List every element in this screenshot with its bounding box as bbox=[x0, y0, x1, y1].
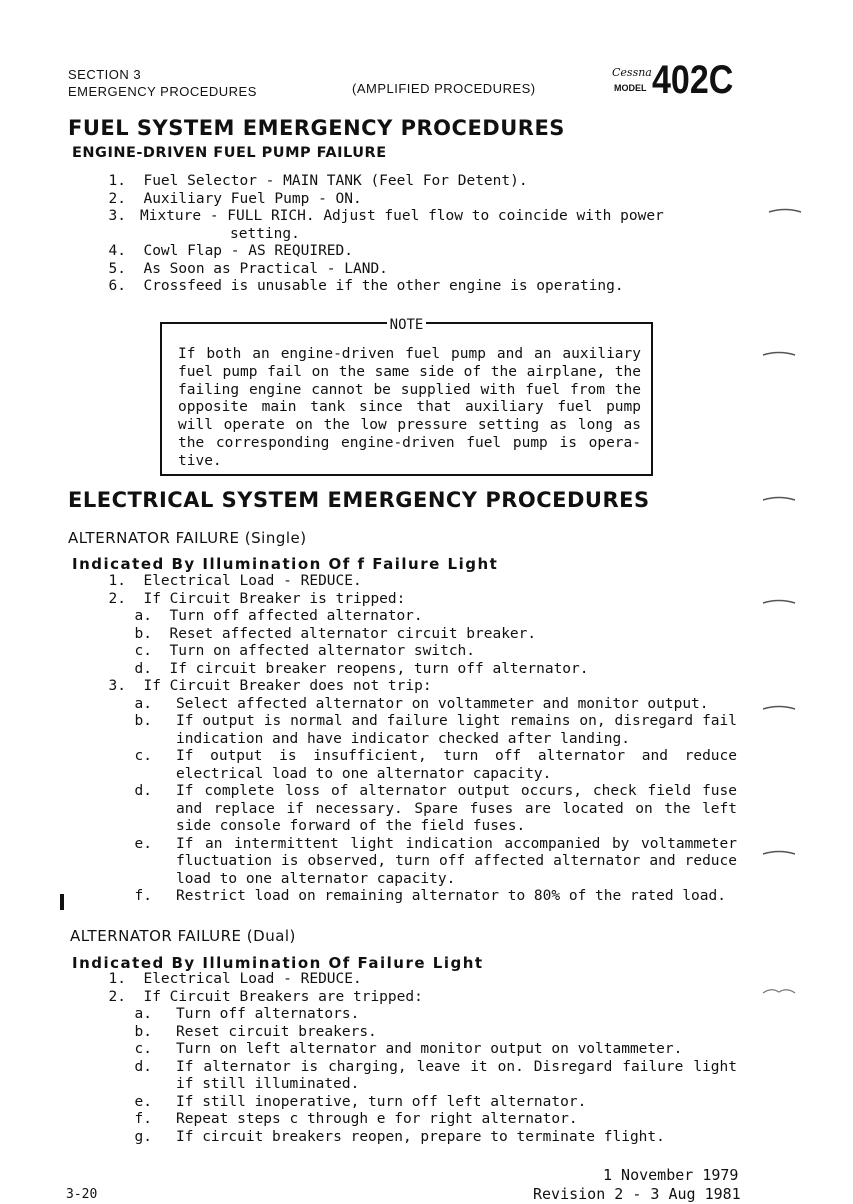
sub-item: c. Turn on left alternator and monitor output on voltammeter. bbox=[134, 1041, 683, 1057]
section-label: SECTION 3 bbox=[68, 67, 142, 82]
sub-item: e. If an intermittent light indication accompanied by voltammeter fluctuation is observed, turn off affected alternator and reduce load to one alternator capacity. bbox=[134, 835, 737, 887]
note-box bbox=[160, 317, 653, 476]
margin-mark-icon bbox=[762, 987, 796, 995]
list-item: 3. Mixture - FULL RICH. Adjust fuel flow to coincide with power bbox=[108, 208, 664, 224]
single-heading: ALTERNATOR FAILURE (Single) bbox=[68, 529, 307, 547]
fuel-section-title: FUEL SYSTEM EMERGENCY PROCEDURES bbox=[68, 116, 565, 140]
sub-item: c. If output is insufficient, turn off alternator and reduce electrical load to one alternator capacity. bbox=[134, 748, 737, 782]
amplified-label: (AMPLIFIED PROCEDURES) bbox=[352, 81, 536, 96]
list-item: 3. If Circuit Breaker does not trip: bbox=[108, 678, 432, 694]
single-steps bbox=[96, 573, 741, 906]
margin-mark-icon bbox=[762, 495, 796, 503]
model-word: MODEL bbox=[614, 83, 647, 93]
sub-item: g. If circuit breakers reopen, prepare to terminate flight. bbox=[134, 1128, 665, 1145]
list-item-continuation: setting. bbox=[230, 225, 300, 242]
note-label: NOTE bbox=[387, 317, 427, 333]
section-title: EMERGENCY PROCEDURES bbox=[68, 84, 257, 99]
dual-steps bbox=[96, 971, 741, 1146]
fuel-subtitle: ENGINE-DRIVEN FUEL PUMP FAILURE bbox=[72, 145, 387, 161]
sub-item: a. Turn off alternators. bbox=[134, 1006, 360, 1022]
page-number: 3-20 bbox=[66, 1187, 98, 1202]
note-text: If both an engine-driven fuel pump and an auxiliary fuel pump fail on the same side of the airplane, the failing engine cannot be supplied with fuel from the opposite main tank since that auxiliary fuel pump will operate on the low pressure setting as long as the corresponding engine-driven fuel pump is opera-tive. bbox=[178, 346, 641, 469]
list-item: 1. Fuel Selector - MAIN TANK (Feel For Detent). bbox=[108, 173, 528, 189]
sub-item: b. Reset circuit breakers. bbox=[134, 1023, 377, 1040]
sub-item: f. Repeat steps c through e for right alternator. bbox=[134, 1111, 578, 1127]
single-indicated: Indicated By Illumination Of f Failure Light bbox=[72, 555, 499, 573]
dual-indicated: Indicated By Illumination Of Failure Light bbox=[72, 954, 484, 972]
sub-item: a. Select affected alternator on voltammeter and monitor output. bbox=[134, 695, 709, 712]
model-number: 402C bbox=[652, 58, 734, 102]
sub-item: d. If circuit breaker reopens, turn off alternator. bbox=[134, 660, 589, 677]
footer-revision: Revision 2 - 3 Aug 1981 bbox=[533, 1185, 741, 1203]
sub-item: e. If still inoperative, turn off left alternator. bbox=[134, 1093, 587, 1110]
sub-item: b. If output is normal and failure light remains on, disregard fail indication and have indicator checked after landing. bbox=[134, 713, 737, 747]
electrical-section-title: ELECTRICAL SYSTEM EMERGENCY PROCEDURES bbox=[68, 488, 650, 512]
sub-item: f. Restrict load on remaining alternator to 80% of the rated load. bbox=[134, 888, 726, 904]
fuel-steps bbox=[96, 173, 746, 296]
list-item: 4. Cowl Flap - AS REQUIRED. bbox=[108, 243, 353, 259]
revision-bar bbox=[60, 894, 64, 910]
brand-logo: Cessna bbox=[612, 66, 652, 79]
list-item: 5. As Soon as Practical - LAND. bbox=[108, 260, 388, 277]
list-item: 2. Auxiliary Fuel Pump - ON. bbox=[108, 190, 362, 207]
sub-item: c. Turn on affected alternator switch. bbox=[134, 643, 476, 659]
margin-mark-icon bbox=[762, 704, 796, 712]
margin-mark-icon bbox=[762, 598, 796, 606]
margin-mark-icon bbox=[762, 849, 796, 857]
sub-item: b. Reset affected alternator circuit breaker. bbox=[134, 625, 537, 642]
list-item: 2. If Circuit Breaker is tripped: bbox=[108, 590, 406, 607]
list-item: 1. Electrical Load - REDUCE. bbox=[108, 971, 362, 987]
list-item: 1. Electrical Load - REDUCE. bbox=[108, 573, 362, 589]
dual-heading: ALTERNATOR FAILURE (Dual) bbox=[70, 927, 296, 945]
list-item: 2. If Circuit Breakers are tripped: bbox=[108, 988, 423, 1005]
margin-mark-icon bbox=[762, 350, 796, 358]
sub-item: d. If complete loss of alternator output occurs, check field fuse and replace if necessary. Spare fuses are located on the left side console forward of the field fuses. bbox=[134, 783, 737, 834]
margin-mark-icon bbox=[768, 207, 802, 215]
footer-date: 1 November 1979 bbox=[603, 1166, 739, 1184]
sub-item: a. Turn off affected alternator. bbox=[134, 608, 423, 624]
list-item: 6. Crossfeed is unusable if the other engine is operating. bbox=[108, 278, 624, 294]
sub-item: d. If alternator is charging, leave it on. Disregard failure light if still illuminated. bbox=[134, 1058, 737, 1092]
